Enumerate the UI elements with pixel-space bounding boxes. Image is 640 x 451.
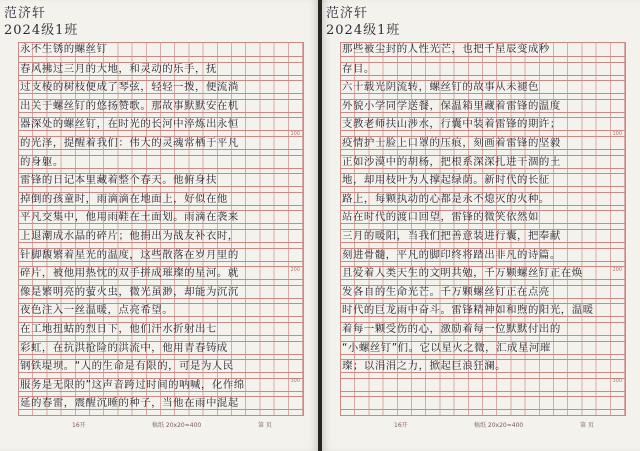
right-row: “小螺丝钉”们。它以星火之微，汇成星河璀 bbox=[341, 341, 625, 355]
left-char-count-marker: 300 bbox=[290, 378, 300, 384]
right-row: 着每一颗受伤的心，激励着每一位默默付出的 bbox=[341, 322, 625, 336]
left-char-count-marker: 100 bbox=[290, 131, 300, 137]
right-row: 路上，每颗执动的心都是永不熄灭的火种。 bbox=[341, 192, 625, 206]
right-row: 六十载光阴流转，螺丝钉的故事从未褪色 bbox=[341, 80, 625, 94]
right-row: 三月的暖阳，当我们把善意装进行囊，把奉献 bbox=[341, 229, 625, 243]
left-row: 彩虹，在抗洪抢险的洪流中，他用青春铸成 bbox=[19, 341, 303, 355]
right-row: 刻进骨髓，平凡的脚印终将踏出非凡的诗篇。 bbox=[341, 248, 625, 262]
left-manuscript-page bbox=[0, 0, 318, 451]
right-row: 支教老师扶山涉水，行囊中装着雷锋的期许； bbox=[341, 117, 625, 131]
right-row: 站在时代的渡口回望，雷锋的微笑依然如 bbox=[341, 210, 625, 224]
left-row: 在工地扭蛄的烈日下，他们汗水折射出七 bbox=[19, 322, 303, 336]
right-char-count-marker: 300 bbox=[612, 378, 622, 384]
right-row: 存目。 bbox=[341, 62, 625, 76]
left-paper-spec: 稿纸 20x20=400 bbox=[152, 422, 202, 429]
left-paper-size: 16开 bbox=[72, 422, 86, 429]
right-row: 发各自的生命光芒。千万颗螺丝钉正在点亮 bbox=[341, 285, 625, 299]
left-row: 延的春雷，震醒沉睡的种子，当他在雨中混起 bbox=[19, 396, 303, 410]
left-row: 器深处的螺丝钉，在时光的长河中淬炼出永恒 bbox=[19, 117, 303, 131]
left-row: 钢铁堤坝。“人的生命是有限的，可是为人民 bbox=[19, 359, 303, 373]
right-row bbox=[341, 378, 625, 392]
left-row: 的光泽，提醒着我们：伟大的灵魂常栖于平凡 bbox=[19, 136, 303, 150]
right-row: 时代的巨龙雨中奋斗。雷锋精神如和煦的阳光，温暖 bbox=[341, 303, 625, 317]
left-row: 针脚馥繁着星光的温度，这些散落在岁月里的 bbox=[19, 248, 303, 262]
left-footer bbox=[18, 420, 302, 432]
left-class-header: 2024级1班 bbox=[4, 23, 79, 38]
right-row: 疫情护士脸上口罩的压痕，刻画着雷锋的坚毅 bbox=[341, 136, 625, 150]
left-row: 服务是无限的”这声音跨过时间的呐喊，化作绵 bbox=[19, 378, 303, 392]
right-row: 且爱着人类天生的文明共勉，千万颗螺丝钉正在焕 bbox=[341, 266, 625, 280]
right-char-count-marker: 100 bbox=[612, 131, 622, 137]
left-row: 夜色注入一丝温暖，点亮希望。 bbox=[19, 303, 303, 317]
right-row: 璨；以涓涓之力，掀起巨浪狂澜。 bbox=[341, 359, 625, 373]
left-page-number: 第 页 bbox=[258, 422, 272, 429]
right-manuscript-page bbox=[322, 0, 640, 451]
left-row: 碎片，被他用热忱的双手拼成璀璨的星河。就 bbox=[19, 266, 303, 280]
right-name-header: 范济轩 bbox=[326, 6, 369, 21]
right-class-header: 2024级1班 bbox=[326, 23, 401, 38]
left-row: 出关于螺丝钉的悠扬赞歌。那故事默默安在机 bbox=[19, 99, 303, 113]
right-char-count-marker: 200 bbox=[612, 267, 622, 273]
left-row: 过支棱的树枝便成了琴弦，轻轻一拨，便流淌 bbox=[19, 80, 303, 94]
left-row: 的身躯。 bbox=[19, 155, 303, 169]
left-row: 永不生锈的螺丝钉 bbox=[19, 43, 303, 57]
left-name-header: 范济轩 bbox=[4, 6, 47, 21]
right-page-number: 第 页 bbox=[580, 422, 594, 429]
right-row: 那些被尘封的人性光芒，也把千星辰变成秒 bbox=[341, 43, 625, 57]
right-row bbox=[341, 396, 625, 410]
right-row: 地，却用枝叶为人撑起绿荫。新时代的长征 bbox=[341, 173, 625, 187]
left-row: 春风拂过三月的大地，和灵动的乐手，抚 bbox=[19, 62, 303, 76]
left-row: 掉倒的孩童时，雨滴滴在地面上，好似在他 bbox=[19, 192, 303, 206]
left-char-count-marker: 200 bbox=[290, 267, 300, 273]
right-row: 正如沙漠中的胡杨，把根系深深扎进干涸的土 bbox=[341, 155, 625, 169]
right-paper-size: 16开 bbox=[394, 422, 408, 429]
right-row: 外貌小学同学送餐，保温箱里藏着雷锋的温度 bbox=[341, 99, 625, 113]
left-row: 像是繁明亮的萤火虫，微光虽渺，却能为沉沉 bbox=[19, 285, 303, 299]
left-row: 上退潮成水晶的碎片；他捐出为战友补衣时， bbox=[19, 229, 303, 243]
left-row: 平凡交集中，他用雨鞋在土面划。雨滴在袭来 bbox=[19, 210, 303, 224]
left-row: 雷锋的日记本里藏着整个春天。他俯身扶 bbox=[19, 173, 303, 187]
right-writing-grid bbox=[340, 42, 626, 416]
right-paper-spec: 稿纸 20x20=400 bbox=[474, 422, 524, 429]
left-writing-grid bbox=[18, 42, 304, 416]
right-footer bbox=[340, 420, 624, 432]
